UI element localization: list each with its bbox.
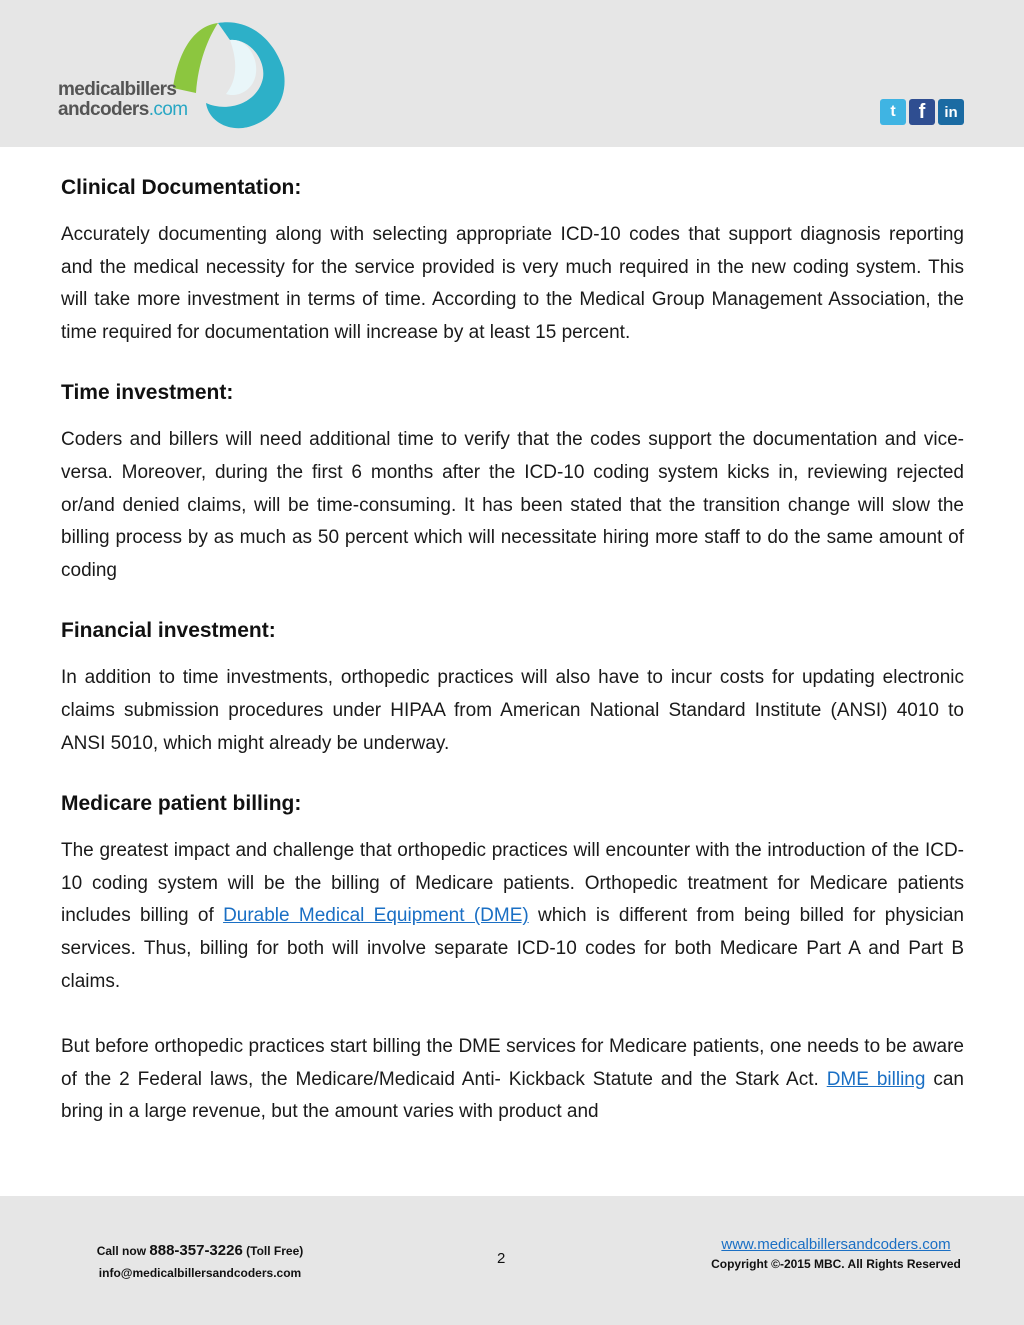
paragraph-text: which is different from being billed for physician services. Thus, billing for both will involve separate ICD-10 codes for both Medicare Part A and Part B claims. xyxy=(61,905,964,992)
dme-billing-link[interactable]: DME billing xyxy=(826,1068,926,1090)
paragraph-text: But before orthopedic practices start billing the DME services for Medicare patients, one needs to be aware of the 2 Federal laws, the Medicare/Medicaid Anti- Kickback Statute and the Stark Act. xyxy=(61,1036,964,1090)
logo-line-1: medicalbillers xyxy=(58,79,177,100)
page-header xyxy=(0,0,1024,147)
footer-site-info xyxy=(696,1236,976,1271)
document-body xyxy=(61,170,964,1129)
copyright-text: Copyright ©-2015 MBC. All Rights Reserved xyxy=(711,1257,961,1271)
company-logo[interactable] xyxy=(58,18,298,133)
paragraph-text: can bring in a large revenue, but the amount varies with product and xyxy=(61,1068,964,1123)
social-links xyxy=(880,99,964,125)
section-body-medicare-billing-p1 xyxy=(61,835,964,998)
footer-contact xyxy=(80,1240,320,1284)
section-body-time-investment: Coders and billers will need additional time to verify that the codes support the documentation and vice-versa. Moreover, during the first 6 months after the ICD-10 coding system kicks in, reviewing rejected or/and denied claims, will be time-consuming. It has been stated that the transition change will slow the billing process by as much as 50 percent which will necessitate hiring more staff to do the same amount of coding xyxy=(61,429,964,581)
page-number: 2 xyxy=(497,1250,506,1267)
paragraph-text: The greatest impact and challenge that orthopedic practices will encounter with the introduction of the ICD-10 coding system will be the billing of Medicare patients. Orthopedic treatment for Medicare patients includes billing of xyxy=(61,840,964,927)
section-body-financial-investment: In addition to time investments, orthopedic practices will also have to incur costs for updating electronic claims submission procedures under HIPAA from American National Standard Institute (ANSI) 4010 to ANSI 5010, which might already be underway. xyxy=(61,667,964,754)
logo-domain-suffix: .com xyxy=(148,99,188,120)
logo-wordmark xyxy=(58,80,187,120)
section-heading-time-investment: Time investment: xyxy=(61,381,234,405)
twitter-icon[interactable]: t xyxy=(880,99,906,125)
logo-line-2: andcoders xyxy=(58,99,149,120)
linkedin-icon[interactable]: in xyxy=(938,99,964,125)
section-body-clinical-documentation: Accurately documenting along with selecting appropriate ICD-10 codes that support diagnosis reporting and the medical necessity for the service provided is very much required in the new coding system. This will take more investment in terms of time. According to the Medical Group Management Association, the time required for documentation will increase by at least 15 percent. xyxy=(61,224,964,343)
contact-email[interactable]: info@medicalbillersandcoders.com xyxy=(98,1266,302,1280)
section-heading-clinical-documentation: Clinical Documentation: xyxy=(61,176,302,199)
call-label: Call now xyxy=(96,1244,150,1258)
section-body-medicare-billing-p2 xyxy=(61,1031,964,1129)
section-heading-medicare-billing: Medicare patient billing: xyxy=(61,792,302,816)
toll-free-label: (Toll Free) xyxy=(242,1244,304,1258)
section-heading-financial-investment: Financial investment: xyxy=(61,619,276,643)
website-link[interactable]: www.medicalbillersandcoders.com xyxy=(721,1236,951,1253)
phone-number[interactable]: 888-357-3226 xyxy=(149,1242,243,1259)
dme-link[interactable]: Durable Medical Equipment (DME) xyxy=(223,905,529,927)
facebook-icon[interactable]: f xyxy=(909,99,935,125)
page-footer xyxy=(0,1196,1024,1325)
